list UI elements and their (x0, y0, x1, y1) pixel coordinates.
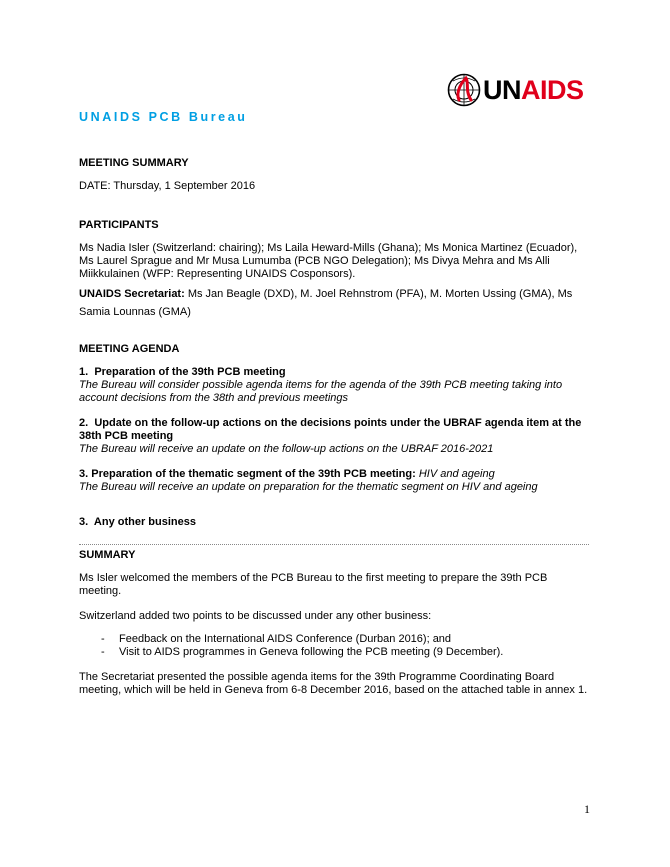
page-number: 1 (584, 802, 590, 816)
agenda-item (79, 417, 589, 456)
unaids-logo (447, 73, 584, 107)
agenda-item-number: 3. (79, 516, 89, 528)
agenda-heading: MEETING AGENDA (79, 343, 180, 355)
agenda-item-title: Preparation of the 39th PCB meeting (94, 366, 286, 378)
un-emblem-icon (447, 73, 481, 107)
logo-aids-text: AIDS (521, 74, 584, 105)
agenda-item-title: . Preparation of the thematic segment of the 39th PCB meeting: (85, 468, 416, 480)
summary-paragraph: Switzerland added two points to be discussed under any other business: (79, 610, 432, 622)
logo-wordmark (483, 74, 584, 105)
bureau-title: UNAIDS PCB Bureau (79, 110, 248, 124)
list-item: - Feedback on the International AIDS Conference (Durban 2016); and (101, 633, 589, 646)
list-item: - Visit to AIDS programmes in Geneva following the PCB meeting (9 December). (101, 646, 589, 659)
agenda-item-number: 2. (79, 417, 89, 429)
summary-bullet-list (79, 633, 589, 659)
agenda-item (79, 366, 589, 405)
meeting-date: DATE: Thursday, 1 September 2016 (79, 180, 256, 192)
document-body (79, 157, 589, 697)
agenda-item-number: 1. (79, 366, 89, 378)
agenda-item-number: 3 (79, 468, 86, 480)
meeting-summary-heading: MEETING SUMMARY (79, 157, 189, 169)
participants-heading: PARTICIPANTS (79, 219, 159, 231)
agenda-item (79, 468, 589, 494)
agenda-item (79, 516, 589, 529)
agenda-item-title-suffix: HIV and ageing (415, 468, 495, 480)
secretariat-text: Ms Jan Beagle (DXD), M. Joel Rehnstrom (PFA), M. Morten Ussing (GMA), Ms Samia Lounnas (GMA) (79, 288, 573, 318)
agenda-item-description: The Bureau will receive an update on preparation for the thematic segment on HIV and ageing (79, 481, 538, 493)
summary-heading: SUMMARY (79, 549, 136, 561)
agenda-item-title: Update on the follow-up actions on the decisions points under the UBRAF agenda item at the 38th PCB meeting (79, 417, 582, 442)
logo-un-text: UN (483, 74, 521, 105)
participants-text: Ms Nadia Isler (Switzerland: chairing); Ms Laila Heward-Mills (Ghana); Ms Monica Martinez (Ecuador), Ms Laurel Sprague and Mr Musa Lumumba (PCB NGO Delegation); Ms Divya Mehra and Ms Alli Miikkulainen (WFP: Representing UNAIDS Cosponsors). (79, 242, 578, 280)
secretariat-label: UNAIDS Secretariat: (79, 288, 185, 300)
agenda-item-description: The Bureau will consider possible agenda items for the agenda of the 39th PCB meeting taking into account decisions from the 38th and previous meetings (79, 379, 563, 404)
agenda-item-description: The Bureau will receive an update on the follow-up actions on the UBRAF 2016-2021 (79, 443, 494, 455)
summary-paragraph: Ms Isler welcomed the members of the PCB Bureau to the first meeting to prepare the 39th PCB meeting. (79, 572, 548, 597)
agenda-item-title: Any other business (93, 516, 196, 528)
secretariat-paragraph (79, 285, 589, 321)
summary-paragraph: The Secretariat presented the possible agenda items for the 39th Programme Coordinating Board meeting, which will be held in Geneva from 6-8 December 2016, based on the attached table in annex 1. (79, 671, 588, 696)
